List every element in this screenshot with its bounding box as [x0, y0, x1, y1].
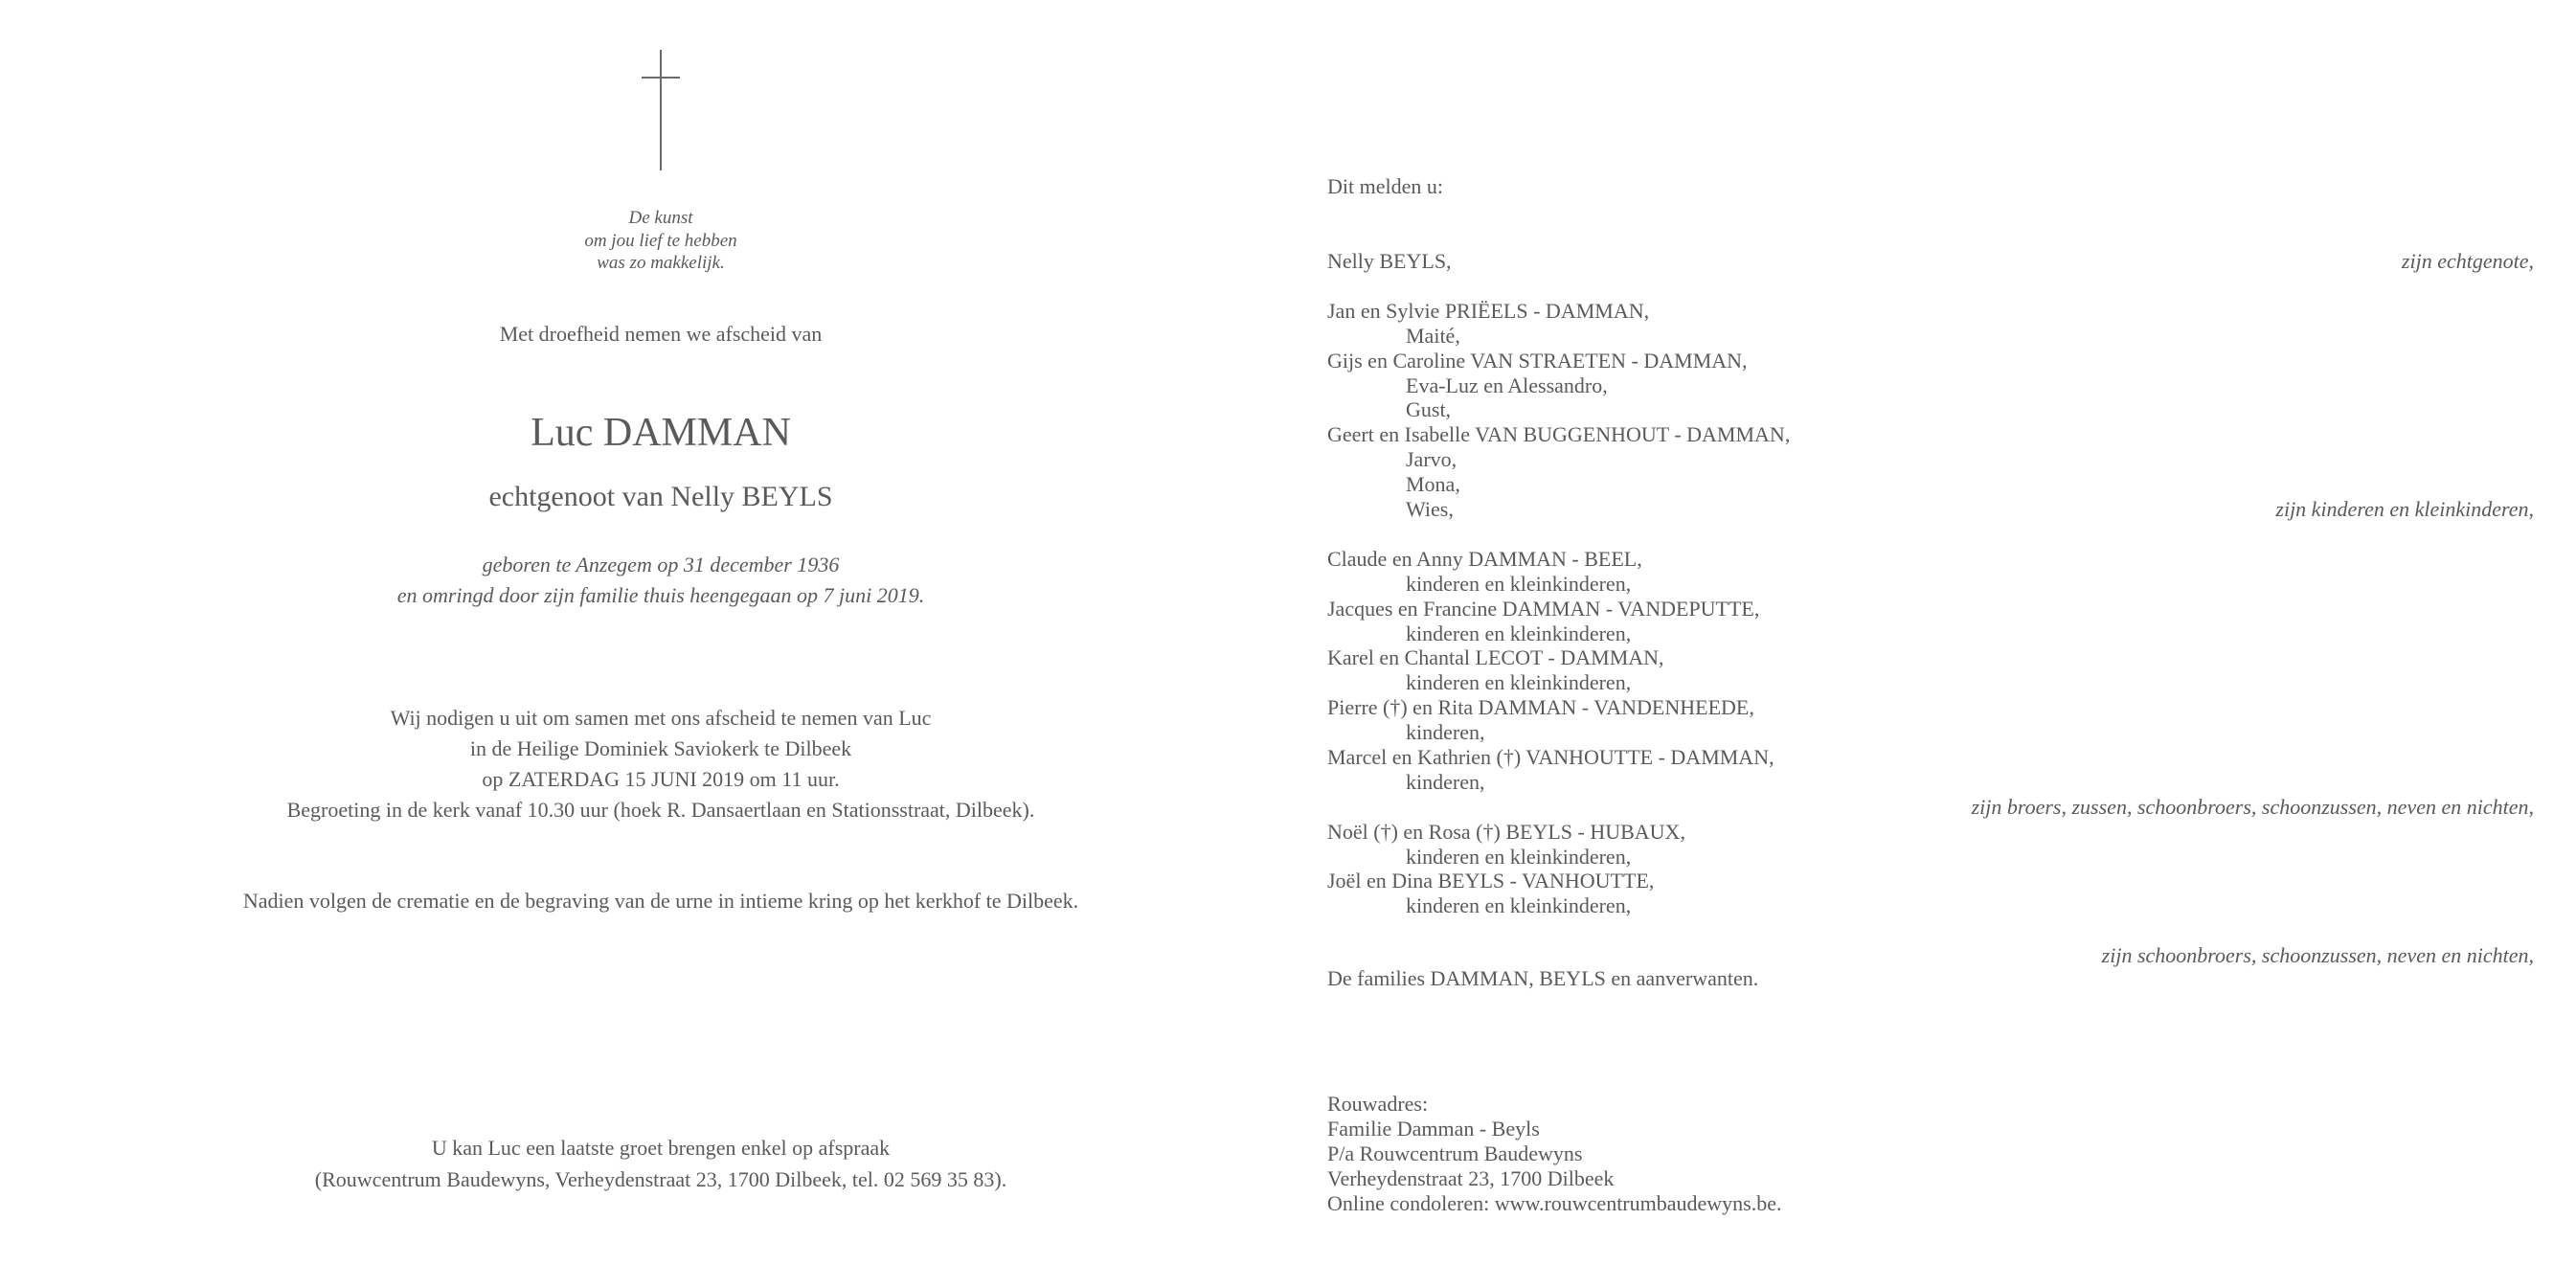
- list-item: Gust,: [1406, 397, 1452, 422]
- greeting: Dit melden u:: [1327, 174, 1443, 198]
- invitation-line: Wij nodigen u uit om samen met ons afscheid te nemen van Luc: [390, 706, 932, 730]
- funeral-invitation: [0, 703, 1322, 825]
- invitation-line: op ZATERDAG 15 JUNI 2019 om 11 uur.: [482, 767, 840, 791]
- address-line: P/a Rouwcentrum Baudewyns: [1327, 1141, 1583, 1165]
- visit-info: [0, 1132, 1322, 1195]
- list-item: Joël en Dina BEYLS - VANHOUTTE,: [1327, 869, 1655, 893]
- list-item: Maité,: [1406, 323, 1460, 348]
- address-line: Verheydenstraat 23, 1700 Dilbeek: [1327, 1166, 1615, 1190]
- right-page: [1327, 0, 2534, 1288]
- poem: [0, 207, 1322, 275]
- list-item: Claude en Anny DAMMAN - BEEL,: [1327, 546, 1642, 571]
- family-list: [1327, 249, 2534, 968]
- address-line: Rouwadres:: [1327, 1092, 1429, 1116]
- spouse-name: Nelly BEYLS,: [1327, 249, 1452, 273]
- birth-line: geboren te Anzegem op 31 december 1936: [482, 553, 840, 576]
- children-note: zijn kinderen en kleinkinderen,: [2275, 497, 2534, 522]
- list-item: Gijs en Caroline VAN STRAETEN - DAMMAN,: [1327, 348, 1748, 373]
- inlaws-note: zijn schoonbroers, schoonzussen, neven en nichten,: [2101, 943, 2534, 968]
- list-item: [1327, 795, 2534, 820]
- invitation-line: in de Heilige Dominiek Saviokerk te Dilbeek: [469, 736, 852, 760]
- cremation-text: Nadien volgen de crematie en de begraving van de urne in intieme kring op het kerkhof te Dilbeek.: [242, 889, 1079, 913]
- list-item: Eva-Luz en Alessandro,: [1406, 373, 1608, 397]
- list-item: kinderen en kleinkinderen,: [1406, 670, 1632, 695]
- list-item: [1327, 943, 2534, 968]
- spouse-line: echtgenoot van Nelly BEYLS: [488, 481, 833, 512]
- list-item: Mona,: [1406, 472, 1460, 497]
- poem-line: was zo makkelijk.: [597, 253, 725, 273]
- invitation-line: Begroeting in de kerk vanaf 10.30 uur (hoek R. Dansaertlaan en Stationsstraat, Dilbeek).: [286, 798, 1035, 822]
- list-item: Jan en Sylvie PRIËELS - DAMMAN,: [1327, 298, 1650, 323]
- families-line: De families DAMMAN, BEYLS en aanverwanten.: [1327, 966, 1759, 990]
- list-item: kinderen,: [1406, 720, 1485, 745]
- list-item: Pierre (†) en Rita DAMMAN - VANDENHEEDE,: [1327, 695, 1754, 720]
- address-line: Familie Damman - Beyls: [1327, 1117, 1540, 1141]
- mourning-address: [1327, 1092, 1782, 1216]
- list-item: kinderen en kleinkinderen,: [1406, 571, 1632, 596]
- list-item: kinderen,: [1406, 769, 1485, 794]
- visit-line: U kan Luc een laatste groet brengen enkel op afspraak: [431, 1136, 891, 1160]
- visit-line: (Rouwcentrum Baudewyns, Verheydenstraat 23, 1700 Dilbeek, tel. 02 569 35 83).: [314, 1167, 1007, 1191]
- intro-text: Met droefheid nemen we afscheid van: [499, 322, 823, 346]
- list-item: kinderen en kleinkinderen,: [1406, 893, 1632, 918]
- death-line: en omringd door zijn familie thuis heengegaan op 7 juni 2019.: [396, 583, 925, 607]
- cross-icon: [642, 50, 680, 170]
- birth-death-info: [0, 550, 1322, 611]
- list-item: Marcel en Kathrien (†) VANHOUTTE - DAMMAN,: [1327, 745, 1774, 770]
- spouse-note: zijn echtgenote,: [2401, 249, 2534, 273]
- list-item: Karel en Chantal LECOT - DAMMAN,: [1327, 645, 1664, 670]
- address-line: Online condoleren: www.rouwcentrumbaudewyns.be.: [1327, 1191, 1782, 1215]
- list-item: [1327, 249, 2534, 274]
- list-item: Geert en Isabelle VAN BUGGENHOUT - DAMMAN,: [1327, 422, 1791, 447]
- list-item: Noël (†) en Rosa (†) BEYLS - HUBAUX,: [1327, 819, 1685, 844]
- list-item: Jacques en Francine DAMMAN - VANDEPUTTE,: [1327, 596, 1760, 621]
- poem-line: De kunst: [628, 208, 693, 228]
- list-item: Jarvo,: [1406, 447, 1457, 472]
- deceased-name: Luc DAMMAN: [531, 411, 791, 455]
- poem-line: om jou lief te hebben: [584, 230, 737, 251]
- list-item: Wies, zijn kinderen en kleinkinderen,: [1406, 497, 2534, 522]
- siblings-note: zijn broers, zussen, schoonbroers, schoonzussen, neven en nichten,: [1971, 794, 2534, 819]
- list-item: kinderen en kleinkinderen,: [1406, 621, 1632, 645]
- list-item: kinderen en kleinkinderen,: [1406, 844, 1632, 869]
